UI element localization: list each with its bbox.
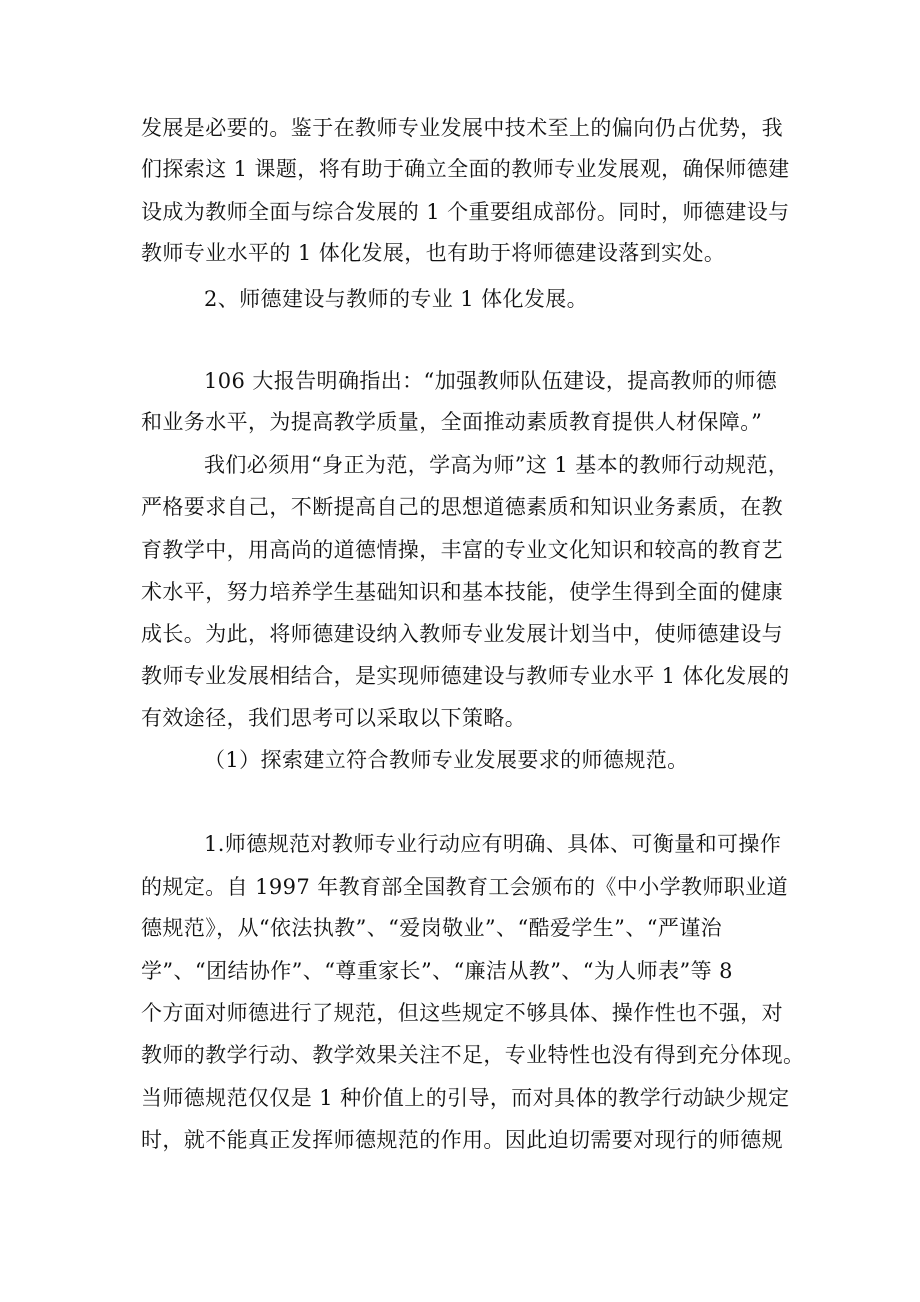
text-line: 们探索这 1 课题，将有助于确立全面的教师专业发展观，确保师德建 (141, 157, 790, 181)
text-line: 我们必须用“身正为范，学高为师”这 1 基本的教师行动规范， (204, 453, 790, 477)
text-line: 和业务水平，为提高教学质量，全面推动素质教育提供人材保障。” (141, 410, 763, 434)
text-line: 成长。为此，将师德建设纳入教师专业发展计划当中，使师德建设与 (141, 622, 783, 646)
text-line: 的规定。自 1997 年教育部全国教育工会颁布的《中小学教师职业道 (141, 875, 788, 899)
text-line: 教师专业水平的 1 体化发展，也有助于将师德建设落到实处。 (141, 241, 726, 265)
text-line: 育教学中，用高尚的道德情操，丰富的专业文化知识和较高的教育艺 (141, 538, 783, 562)
subsection-heading: （1）探索建立符合教师专业发展要求的师德规范。 (204, 748, 689, 772)
text-line: 德规范》，从“依法执教”、“爱岗敬业”、“酷爱学生”、“严谨治 (141, 916, 723, 940)
text-line: 严格要求自己，不断提高自己的思想道德素质和知识业务素质，在教 (141, 495, 783, 519)
text-line: 术水平，努力培养学生基础知识和基本技能，使学生得到全面的健康 (141, 580, 783, 604)
text-line: 发展是必要的。鉴于在教师专业发展中技术至上的偏向仍占优势，我 (141, 116, 783, 140)
text-line: 教师专业发展相结合，是实现师德建设与教师专业水平 1 体化发展的 (141, 664, 790, 688)
text-line: 教师的教学行动、教学效果关注不足，专业特性也没有得到充分体现。 (141, 1043, 805, 1067)
text-line: 106 大报告明确指出：“加强教师队伍建设，提高教师的师德 (204, 369, 778, 393)
text-line: 有效途径，我们思考可以采取以下策略。 (141, 706, 527, 730)
text-line: 设成为教师全面与综合发展的 1 个重要组成部份。同时，师德建设与 (141, 200, 790, 224)
text-line: 个方面对师德进行了规范，但这些规定不够具体、操作性也不强，对 (141, 1001, 783, 1025)
text-line: 时，就不能真正发挥师德规范的作用。因此迫切需要对现行的师德规 (141, 1128, 783, 1152)
text-line: 当师德规范仅仅是 1 种价值上的引导，而对具体的教学行动缺少规定 (141, 1086, 790, 1110)
section-heading: 2、师德建设与教师的专业 1 体化发展。 (204, 287, 589, 311)
text-line: 1.师德规范对教师专业行动应有明确、具体、可衡量和可操作 (204, 832, 782, 856)
text-line: 学”、“团结协作”、“尊重家长”、“廉洁从教”、“为人师表”等 8 (141, 959, 733, 983)
